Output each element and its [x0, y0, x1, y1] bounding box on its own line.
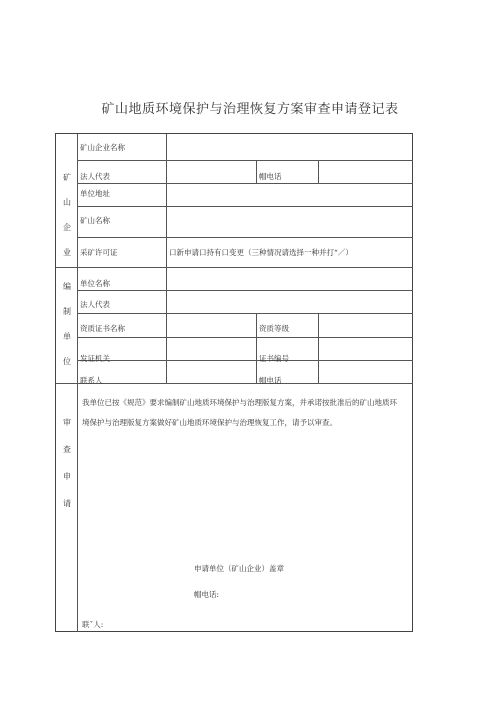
label-cert-number: 证书编号	[259, 354, 289, 363]
license-options-checkboxes[interactable]: 口新申请口持有口变更（三种情况请选择一种并打“／）	[169, 248, 353, 257]
row-line	[77, 206, 413, 207]
label-qualification-cert: 资质证书名称	[80, 324, 125, 333]
row-line	[77, 237, 413, 238]
row-line	[77, 360, 413, 361]
label-mine-enterprise-name: 矿山企业名称	[80, 143, 125, 152]
label-legal-rep: 法人代表	[80, 172, 110, 181]
section-line	[56, 267, 413, 268]
label-unit-name: 单位名称	[80, 279, 110, 288]
row-line	[77, 183, 413, 184]
col-divider-label	[77, 134, 78, 383]
col-divider-name	[166, 134, 167, 383]
section-label-compiler-unit: 编 制 单 位	[63, 282, 71, 366]
row-line	[77, 337, 413, 338]
label-qualification-level: 资质等级	[259, 324, 289, 333]
label-mine-name: 矿山名称	[80, 216, 110, 225]
col-divider-label-review	[77, 383, 78, 632]
label-unit-address: 单位地址	[80, 189, 110, 198]
row-line	[77, 160, 413, 161]
col-divider-qual-value	[318, 313, 319, 383]
label-mining-license: 采矿许可证	[80, 248, 118, 257]
col-divider-qual	[256, 313, 257, 383]
registration-form-table	[55, 133, 413, 632]
review-phone-line: 帽电话:	[194, 590, 220, 599]
label-legal-rep-2: 法人代表	[80, 300, 110, 309]
label-contact: 联系人	[80, 376, 103, 385]
row-line	[77, 290, 413, 291]
section-label-review-application: 审 查 申 请	[63, 418, 71, 508]
col-divider-phone-value-1	[318, 160, 319, 183]
applicant-seal-line: 申请单位（矿山企业）盖章	[194, 564, 284, 573]
page-title: 矿山地质环境保护与治理恢复方案审查申请登记表	[101, 102, 399, 117]
section-label-mining-enterprise: 矿 山 企 业	[63, 173, 71, 257]
col-divider-phone-1	[256, 160, 257, 183]
label-phone-2: 帽电话	[259, 376, 282, 385]
row-line	[77, 313, 413, 314]
section-line	[56, 383, 413, 384]
review-contact-line: 联ˇ人:	[82, 620, 104, 629]
label-phone: 帽电话	[259, 172, 282, 181]
label-issuing-authority: 发证机关	[80, 354, 110, 363]
review-commitment-paragraph: 我单位已按《规范》要求编制矿山地质环境保护与治理版复方案，并承诺按批准后的矿山地质环境保护与治理版复方案做好矿山地质环境保护与治理恢复工作，请予以审查。	[82, 398, 397, 427]
